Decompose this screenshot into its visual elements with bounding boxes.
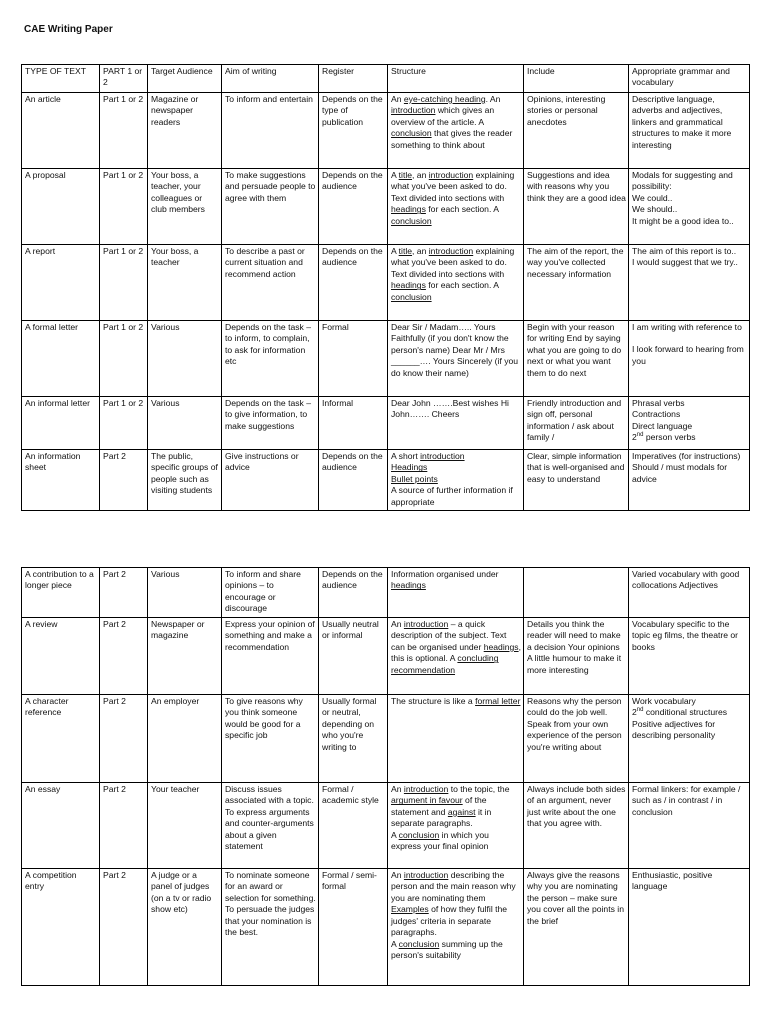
cell-register: Depends on the audience xyxy=(319,245,388,321)
cell-audience: Your boss, a teacher xyxy=(148,245,222,321)
cell-include: Opinions, interesting stories or personal anecdotes xyxy=(524,93,629,169)
cell-audience: Your teacher xyxy=(148,783,222,869)
cell-grammar: Enthusiastic, positive language xyxy=(629,869,750,986)
cell-type: A contribution to a longer piece xyxy=(22,568,100,618)
cell-aim: To inform and share opinions – to encourage or discourage xyxy=(222,568,319,618)
header-structure: Structure xyxy=(388,65,524,93)
cell-part: Part 2 xyxy=(100,618,148,695)
cell-structure: The structure is like a formal letter xyxy=(388,695,524,783)
cell-part: Part 1 or 2 xyxy=(100,169,148,245)
header-row xyxy=(22,65,750,93)
cell-grammar: Imperatives (for instructions) Should / must modals for advice xyxy=(629,450,750,511)
cell-include: Always include both sides of an argument, never just write about the one that you agree with. xyxy=(524,783,629,869)
cell-register: Depends on the audience xyxy=(319,169,388,245)
cell-register: Usually neutral or informal xyxy=(319,618,388,695)
cell-type: A formal letter xyxy=(22,321,100,397)
cell-part: Part 2 xyxy=(100,450,148,511)
table-row xyxy=(22,169,750,245)
cell-grammar: Formal linkers: for example / such as / in contrast / in conclusion xyxy=(629,783,750,869)
cell-audience: Various xyxy=(148,568,222,618)
cell-structure: An introduction – a quick description of the subject. Text can be organised under headings, this is optional. A concluding recommendation xyxy=(388,618,524,695)
table-row xyxy=(22,695,750,783)
cell-type: An informal letter xyxy=(22,397,100,450)
cell-include: Details you think the reader will need to make a decision Your opinions A little humour to make it more interesting xyxy=(524,618,629,695)
cell-type: A character reference xyxy=(22,695,100,783)
header-register: Register xyxy=(319,65,388,93)
cell-register: Usually formal or neutral, depending on who you're writing to xyxy=(319,695,388,783)
cell-aim: Express your opinion of something and make a recommendation xyxy=(222,618,319,695)
cell-structure: Information organised under headings xyxy=(388,568,524,618)
cell-part: Part 2 xyxy=(100,783,148,869)
table-row xyxy=(22,321,750,397)
cell-grammar: Work vocabulary 2nd conditional structures Positive adjectives for describing personality xyxy=(629,695,750,783)
cell-part: Part 1 or 2 xyxy=(100,321,148,397)
page-title: CAE Writing Paper xyxy=(24,24,113,35)
cell-type: An information sheet xyxy=(22,450,100,511)
cell-aim: To give reasons why you think someone would be good for a specific job xyxy=(222,695,319,783)
cell-include: Clear, simple information that is well-organised and easy to understand xyxy=(524,450,629,511)
cell-audience: Newspaper or magazine xyxy=(148,618,222,695)
table-row xyxy=(22,869,750,986)
cell-register: Informal xyxy=(319,397,388,450)
table-row xyxy=(22,397,750,450)
header-aim: Aim of writing xyxy=(222,65,319,93)
table-row xyxy=(22,618,750,695)
cell-structure: A title, an introduction explaining what you've been asked to do. Text divided into sections with headings for each section. A conclusion xyxy=(388,245,524,321)
cell-include: Friendly introduction and sign off, personal information / ask about family / xyxy=(524,397,629,450)
header-audience: Target Audience xyxy=(148,65,222,93)
cell-register: Depends on the audience xyxy=(319,568,388,618)
cell-aim: Discuss issues associated with a topic. To express arguments and counter-arguments about a given statement xyxy=(222,783,319,869)
cell-grammar: Modals for suggesting and possibility: We could.. We should.. It might be a good idea to.. xyxy=(629,169,750,245)
cell-type: An essay xyxy=(22,783,100,869)
cell-register: Formal xyxy=(319,321,388,397)
cell-type: A proposal xyxy=(22,169,100,245)
cell-structure: Dear Sir / Madam….. Yours Faithfully (if you don't know the person's name) Dear Mr / Mrs ______…. Yours Sincerely (if you do know their name) xyxy=(388,321,524,397)
cell-part: Part 2 xyxy=(100,695,148,783)
cell-grammar: Varied vocabulary with good collocations Adjectives xyxy=(629,568,750,618)
cell-aim: To describe a past or current situation and recommend action xyxy=(222,245,319,321)
cell-aim: To nominate someone for an award or selection for something. To persuade the judges that your nomination is the best. xyxy=(222,869,319,986)
cell-audience: Your boss, a teacher, your colleagues or club members xyxy=(148,169,222,245)
table-row xyxy=(22,93,750,169)
header-part: PART 1 or 2 xyxy=(100,65,148,93)
cell-grammar: Vocabulary specific to the topic eg films, the theatre or books xyxy=(629,618,750,695)
cell-part: Part 2 xyxy=(100,568,148,618)
cell-grammar: Phrasal verbs Contractions Direct language 2nd person verbs xyxy=(629,397,750,450)
writing-types-table-2 xyxy=(21,567,750,986)
table-row xyxy=(22,245,750,321)
cell-aim: To make suggestions and persuade people to agree with them xyxy=(222,169,319,245)
cell-audience: The public, specific groups of people such as visiting students xyxy=(148,450,222,511)
header-grammar: Appropriate grammar and vocabulary xyxy=(629,65,750,93)
cell-aim: Depends on the task – to give information, to make suggestions xyxy=(222,397,319,450)
cell-structure: A short introduction Headings Bullet points A source of further information if appropriate xyxy=(388,450,524,511)
cell-include xyxy=(524,568,629,618)
header-include: Include xyxy=(524,65,629,93)
cell-type: An article xyxy=(22,93,100,169)
header-type: TYPE OF TEXT xyxy=(22,65,100,93)
cell-include: Suggestions and idea with reasons why you think they are a good idea xyxy=(524,169,629,245)
cell-part: Part 1 or 2 xyxy=(100,397,148,450)
cell-audience: An employer xyxy=(148,695,222,783)
cell-register: Depends on the type of publication xyxy=(319,93,388,169)
cell-register: Formal / semi-formal xyxy=(319,869,388,986)
cell-register: Formal / academic style xyxy=(319,783,388,869)
cell-aim: To inform and entertain xyxy=(222,93,319,169)
cell-part: Part 1 or 2 xyxy=(100,245,148,321)
cell-aim: Depends on the task – to inform, to complain, to ask for information etc xyxy=(222,321,319,397)
cell-type: A competition entry xyxy=(22,869,100,986)
table-row xyxy=(22,568,750,618)
cell-structure: Dear John …….Best wishes Hi John……. Cheers xyxy=(388,397,524,450)
cell-include: Begin with your reason for writing End by saying what you are going to do next or what you want them to do next xyxy=(524,321,629,397)
cell-part: Part 1 or 2 xyxy=(100,93,148,169)
cell-grammar: I am writing with reference to I look forward to hearing from you xyxy=(629,321,750,397)
table-row xyxy=(22,450,750,511)
writing-types-table-1 xyxy=(21,64,750,511)
cell-include: The aim of the report, the way you've collected necessary information xyxy=(524,245,629,321)
cell-part: Part 2 xyxy=(100,869,148,986)
cell-structure: An eye-catching heading. An introduction which gives an overview of the article. A conclusion that gives the reader something to think about xyxy=(388,93,524,169)
cell-structure: An introduction to the topic, the argument in favour of the statement and against it in separate paragraphs. A conclusion in which you express your final opinion xyxy=(388,783,524,869)
cell-audience: Various xyxy=(148,397,222,450)
cell-structure: A title, an introduction explaining what you've been asked to do. Text divided into sections with headings for each section. A conclusion xyxy=(388,169,524,245)
table-row xyxy=(22,783,750,869)
cell-aim: Give instructions or advice xyxy=(222,450,319,511)
cell-type: A report xyxy=(22,245,100,321)
cell-audience: Magazine or newspaper readers xyxy=(148,93,222,169)
cell-type: A review xyxy=(22,618,100,695)
cell-grammar: Descriptive language, adverbs and adjectives, linkers and grammatical structures to make it more interesting xyxy=(629,93,750,169)
cell-include: Reasons why the person could do the job well. Speak from your own experience of the person you're writing about xyxy=(524,695,629,783)
cell-audience: A judge or a panel of judges (on a tv or radio show etc) xyxy=(148,869,222,986)
cell-audience: Various xyxy=(148,321,222,397)
cell-include: Always give the reasons why you are nominating the person – make sure you cover all the points in the brief xyxy=(524,869,629,986)
cell-grammar: The aim of this report is to.. I would suggest that we try.. xyxy=(629,245,750,321)
cell-structure: An introduction describing the person and the main reason why you are nominating them Examples of how they fulfil the judges' criteria in separate paragraphs. A conclusion summing up the person's suitability xyxy=(388,869,524,986)
cell-register: Depends on the audience xyxy=(319,450,388,511)
